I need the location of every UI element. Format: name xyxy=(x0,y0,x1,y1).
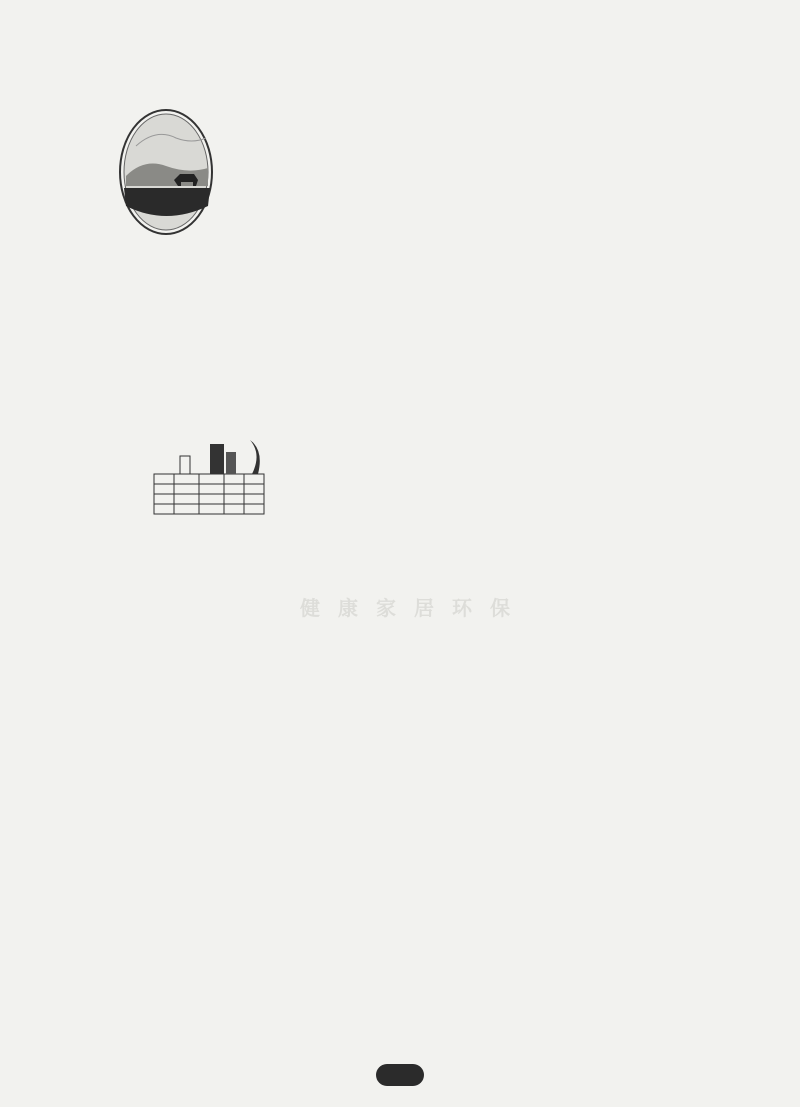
section-graphic xyxy=(114,438,274,518)
beizi-intro xyxy=(114,525,274,548)
page-number xyxy=(376,1064,424,1086)
obituary-emblem xyxy=(114,106,220,246)
background-watermark-text: 健康家居环保 xyxy=(300,596,528,620)
